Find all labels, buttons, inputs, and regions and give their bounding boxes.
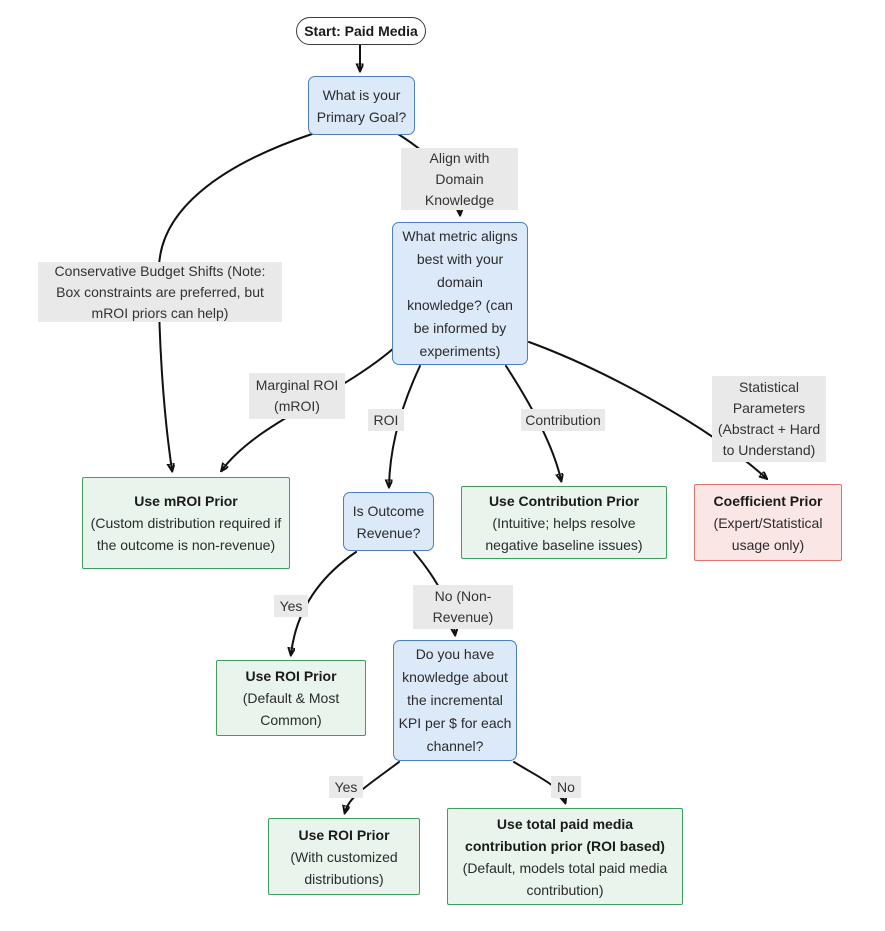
node-kpi-knowledge: [393, 640, 517, 761]
node-metric-label: What metric aligns best with your domain knowledge? (can be informed by experiments): [402, 227, 518, 359]
node-total-paid-media-prior-title: Use total paid media contribution prior (ROI based): [465, 815, 665, 854]
node-contribution-prior: [461, 486, 667, 559]
node-start: [296, 17, 426, 45]
node-is-outcome-revenue: [343, 492, 434, 551]
node-coefficient-prior-note: (Expert/Statistical usage only): [713, 514, 823, 553]
edge-label-contribution: Contribution: [521, 409, 605, 431]
node-roi-prior-default-title: Use ROI Prior: [245, 668, 337, 684]
node-total-paid-media-prior-note: (Default, models total paid media contribution): [462, 859, 668, 898]
node-coefficient-prior: [694, 484, 842, 561]
node-kpi-knowledge-label: Do you have knowledge about the incremental KPI per $ for each channel?: [398, 646, 512, 754]
node-roi-prior-custom-note: (With customized distributions): [290, 848, 398, 887]
node-primary-goal-label: What is your Primary Goal?: [316, 86, 407, 125]
edge-label-yes-bottom: Yes: [329, 776, 363, 798]
node-coefficient-prior-title: Coefficient Prior: [713, 492, 823, 509]
node-mroi-prior-note: (Custom distribution required if the outcome is non-revenue): [90, 515, 282, 553]
edge-label-align-domain: Align with Domain Knowledge: [401, 148, 518, 210]
node-total-paid-media-prior: [447, 808, 683, 905]
node-mroi-prior-title: Use mROI Prior: [134, 493, 238, 509]
edge-label-no-bottom: No: [551, 776, 581, 798]
edge-label-marginal-roi: Marginal ROI (mROI): [249, 373, 345, 419]
edge-label-conservative: Conservative Budget Shifts (Note: Box constraints are preferred, but mROI priors can help): [38, 262, 282, 322]
edge-label-no-non-revenue: No (Non-Revenue): [413, 585, 513, 629]
edge-label-statistical: Statistical Parameters (Abstract + Hard to Understand): [712, 376, 826, 462]
node-roi-prior-custom: [268, 818, 420, 895]
node-roi-prior-default-note: (Default & Most Common): [242, 690, 340, 728]
node-contribution-prior-title: Use Contribution Prior: [488, 492, 640, 509]
node-roi-prior-custom-title: Use ROI Prior: [298, 826, 390, 843]
node-is-outcome-revenue-label: Is Outcome Revenue?: [352, 502, 425, 541]
edge-label-roi: ROI: [368, 409, 404, 431]
node-start-label: Start: Paid Media: [304, 23, 418, 39]
node-metric: [392, 222, 528, 365]
node-roi-prior-default: [216, 660, 366, 736]
node-contribution-prior-note: (Intuitive; helps resolve negative baseline issues): [485, 514, 643, 553]
edge-label-yes-mid: Yes: [274, 595, 308, 617]
node-primary-goal: [308, 76, 415, 135]
node-mroi-prior: [82, 477, 290, 569]
